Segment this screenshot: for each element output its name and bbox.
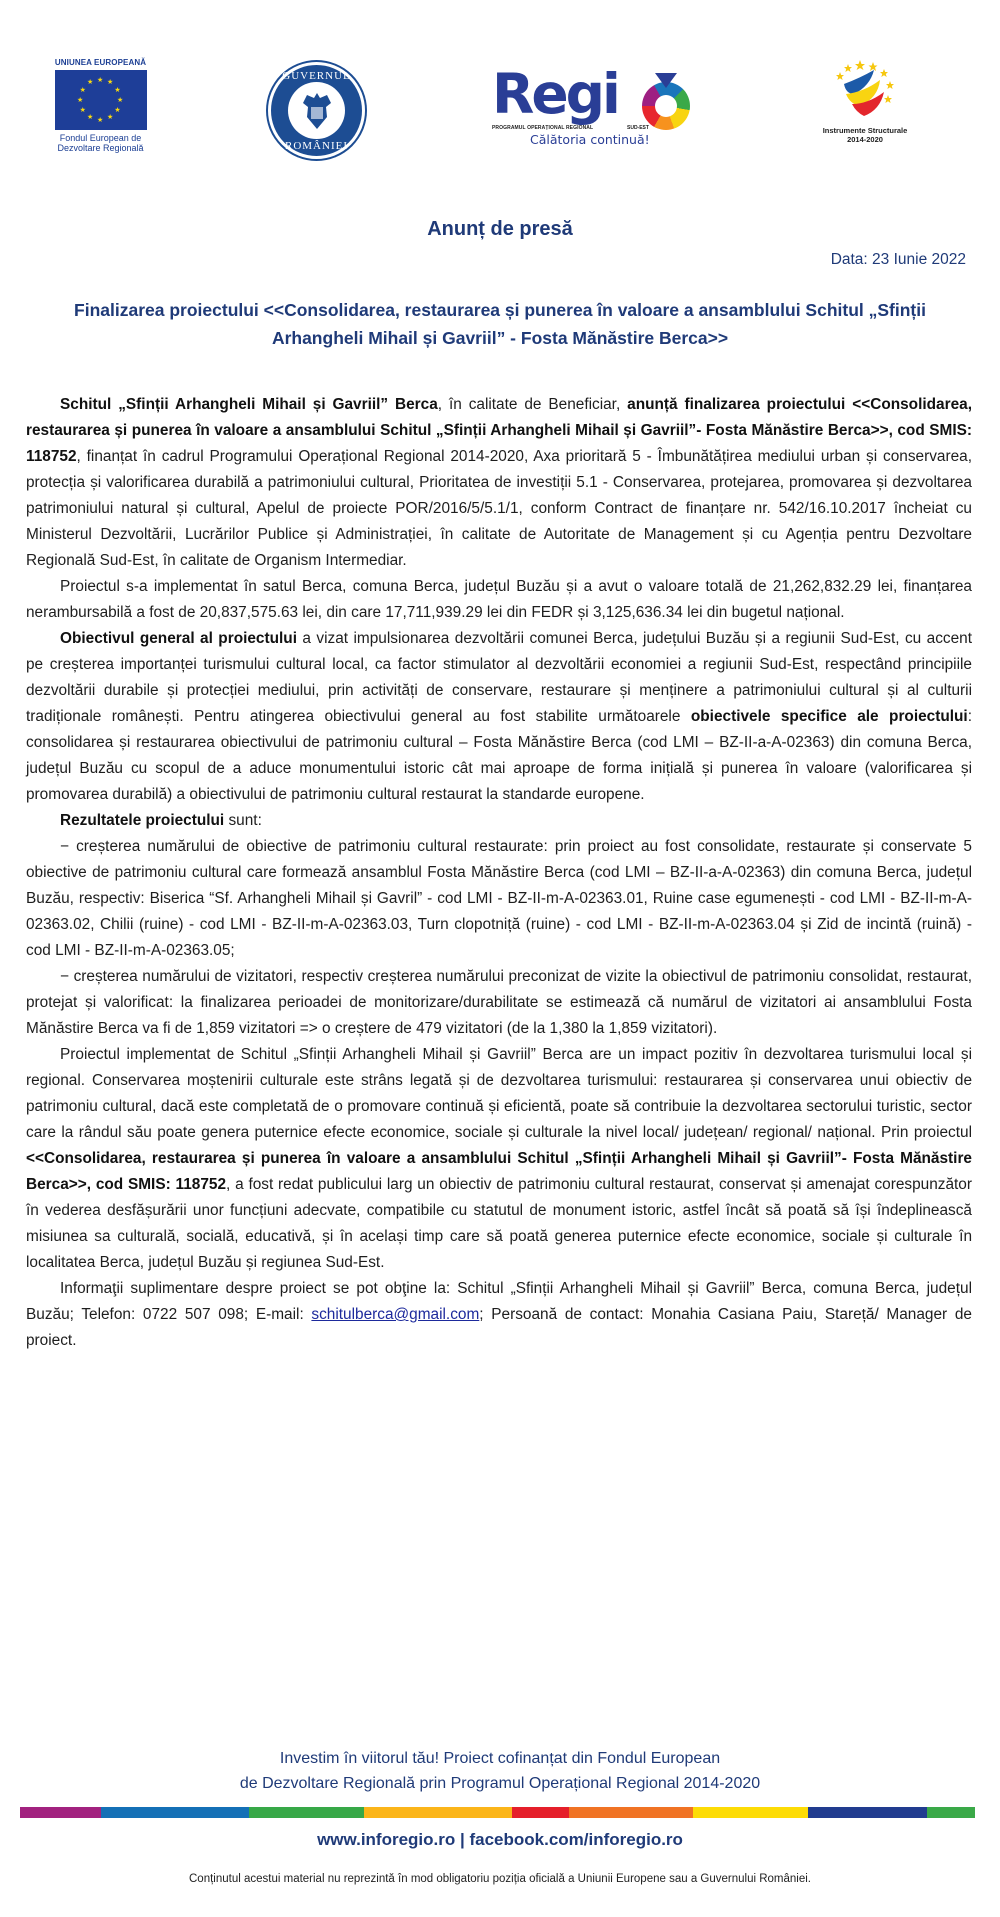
paragraph (26, 626, 972, 808)
color-stripe-segment (927, 1807, 975, 1818)
bold-text-segment: Schitul „Sfinții Arhangheli Mihail și Gavriil” Berca (60, 396, 438, 413)
color-stripe-segment (569, 1807, 693, 1818)
eu-logo (48, 58, 153, 153)
eu-star-icon: ★ (114, 106, 121, 114)
regio-logo (492, 62, 692, 158)
eu-star-icon: ★ (79, 106, 86, 114)
eu-star-icon: ★ (107, 79, 114, 87)
text-segment: , în calitate de Beneficiar, (437, 396, 628, 413)
text-segment: a vizat impulsionarea dezvoltării comunei Berca, județului Buzău și a regiunii Sud-Est, cu accent pe creșterea importanței turismului cultural local, ca factor stimulator al dezvoltării economiei a regiunii Sud-Est, respectând principiile dezvoltării durabile și protecției mediului, prin activități de conservare, restaurare și menținere a patrimoniului cultural și al culturii tradiționale românești. Pentru atingerea obiectivului general au fost stabilite următoarele (26, 630, 973, 725)
press-release-headline: Finalizarea proiectului <<Consolidarea, restaurarea și punerea în valoare a ansamblului Schitul „Sfinții Arhangheli Mihail și Gavriil” - Fosta Mănăstire Berca>> (74, 300, 926, 348)
bold-text-segment: anunță finalizarea proiectului <<Consolidarea, restaurarea și punerea în valoare a ansamblului Schitul „Sfinții Arhangheli Mihail și Gavriil”- Fosta Mănăstire Berca>>, cod SMIS: 118752 (26, 396, 972, 465)
funding-statement-line-2: de Dezvoltare Regională prin Programul Operațional Regional 2014-2020 (239, 1775, 761, 1792)
eu-logo-caption-1: Fondul European de (59, 133, 142, 143)
footer-disclaimer: Conținutul acestui material nu reprezintă în mod obligatoriu poziția oficială a Uniunii Europene sau a Guvernului României. (189, 1873, 811, 1885)
bold-text-segment: Obiectivul general al proiectului (60, 630, 297, 647)
eu-flag-icon (55, 70, 147, 130)
instrumente-structurale-emblem-icon (830, 58, 900, 122)
paragraph (26, 574, 972, 626)
text-segment: − creșterea numărului de vizitatori, respectiv creșterea numărului preconizat de vizite la obiectivul de patrimoniu consolidat, restaurat, protejat și valorificat: la finalizarea perioadei de monitorizare/durabilitate se estimează că numărul de vizitatori ai ansamblului Fosta Mănăstire Berca va fi de 1,859 vizitatori => o creștere de 479 vizitatori (de la 1,380 la 1,859 vizitatori). (26, 968, 972, 1037)
contact-paragraph (26, 1276, 972, 1354)
press-release-date: Data: 23 Iunie 2022 (830, 251, 966, 268)
list-item (26, 834, 972, 964)
eagle-coat-of-arms-icon (288, 82, 345, 139)
text-segment: , a fost redat publicului larg un obiectiv de patrimoniu cultural restaurat, conservat și amenajat corespunzător în vederea desfășurării unor funcțiuni adecvate, compatibile cu statutul de monument istoric, astfel încât să poată să își îndeplinească misiunea sa culturală, socială, educativă, și în același timp care să poată generea puternice efecte economice, sociale și culturale în localitatea Berca, județul Buzău și regiunea Sud-Est. (26, 1176, 972, 1271)
contact-person-text: ; Persoană de contact: Monahia Casiana Paiu, Stareță/ Manager de proiect. (26, 1306, 972, 1349)
gov-seal-bottom-text: ROMÂNIEI (285, 140, 348, 152)
regio-triangle-icon (655, 73, 677, 88)
eu-star-icon: ★ (87, 79, 94, 87)
color-stripe-segment (512, 1807, 569, 1818)
eu-logo-caption-2: Dezvoltare Regională (57, 143, 144, 153)
instrumente-structurale-label: Instrumente Structurale (822, 126, 908, 135)
color-stripe-segment (364, 1807, 512, 1818)
eu-star-icon: ★ (117, 96, 124, 104)
instrumente-structurale-years: 2014-2020 (847, 135, 883, 144)
text-segment: , finanțat în cadrul Programului Operațional Regional 2014-2020, Axa prioritară 5 - Îmbunătățirea mediului urban și conservarea, protecția și valorificarea durabilă a patrimoniului cultural, Prioritatea de investiții 5.1 - Conservarea, protejarea, promovarea și dezvoltarea patrimoniului natural și cultural, Apelul de proiecte POR/2016/5/5.1/1, conform Contract de finanțare nr. 542/16.10.2017 încheiat cu Ministerul Dezvoltării, Lucrărilor Publice și Administrației, în calitate de Autoritate de Management și cu Agenția pentru Dezvoltare Regională Sud-Est, în calitate de Organism Intermediar. (26, 448, 972, 569)
text-segment: Proiectul implementat de Schitul „Sfinții Arhangheli Mihail și Gavriil” Berca are un impact pozitiv în dezvoltarea turismului local și regional. Conservarea moștenirii culturale este strâns legată și de dezvoltarea turismului: restaurarea și conservarea unui obiectiv de patrimoniu cultural, dacă este completată de o promovare continuă și eficientă, poate să contribuie la dezvoltarea sectorului turistic, sector care la rândul său poate genera puternice efecte economice, sociale și culturale la nivel local/ județean/ regional/ național. Prin proiectul (26, 1046, 972, 1141)
paragraph (26, 808, 972, 834)
regio-color-stripe (20, 1807, 975, 1818)
bold-text-segment: Rezultatele proiectului (60, 812, 225, 829)
text-segment: Proiectul s-a implementat în satul Berca, comuna Berca, județul Buzău și a avut o valoare totală de 21,262,832.29 lei, finanțarea nerambursabilă a fost de 20,837,575.63 lei, din care 17,711,939.29 lei din FEDR și 3,125,636.34 lei din bugetul național. (26, 578, 972, 621)
press-release-body (26, 392, 972, 1354)
eu-star-icon: ★ (77, 96, 84, 104)
color-stripe-segment (249, 1807, 364, 1818)
regio-wordmark: Regi (492, 62, 618, 126)
bold-text-segment: obiectivele specifice ale proiectului (690, 708, 968, 725)
contact-text: Informaţii suplimentare despre proiect se pot obţine la: Schitul „Sfinții Arhangheli Mihail și Gavriil” Berca, comuna Berca, județul Buzău; Telefon: 0722 507 098; E-mail: (26, 1280, 972, 1323)
instrumente-structurale-logo (810, 58, 920, 158)
eu-star-icon: ★ (97, 76, 104, 84)
funding-statement-line-1: Investim în viitorul tău! Proiect cofinanțat din Fondul European (279, 1750, 721, 1767)
color-stripe-segment (808, 1807, 927, 1818)
regio-color-ring-icon (642, 82, 690, 130)
regio-region-label: SUD-EST (627, 125, 649, 131)
eu-star-icon: ★ (97, 116, 104, 124)
list-item (26, 964, 972, 1042)
text-segment: − creșterea numărului de obiective de patrimoniu cultural restaurate: prin proiect au fost consolidate, restaurate și conservate 5 obiective de patrimoniu cultural care formează ansamblul Fosta Mănăstire Berca (cod LMI – BZ-II-a-A-02363) din comuna Berca, județul Buzău, respectiv: Biserica “Sf. Arhangheli Mihail și Gavril” - cod LMI - BZ-II-m-A-02363.01, Ruine case egumenești - cod LMI - BZ-II-m-A-02363.02, Chilii (ruine) - cod LMI - BZ-II-m-A-02363.03, Turn clopotniță (ruine) - cod LMI - BZ-II-m-A-02363.04 și Zid de incintă (ruină) - cod LMI - BZ-II-m-A-02363.05; (26, 838, 972, 959)
eu-star-icon: ★ (87, 113, 94, 121)
page-title: Anunț de presă (427, 218, 573, 240)
text-segment: sunt: (224, 812, 262, 829)
eu-logo-title: UNIUNEA EUROPEANĂ (54, 58, 147, 67)
footer-links: www.inforegio.ro | facebook.com/inforegio.ro (317, 1830, 683, 1849)
eu-star-icon: ★ (114, 86, 121, 94)
regio-tagline: Călătoria continuă! (530, 132, 650, 147)
text-segment: : consolidarea și restaurarea obiectivului de patrimoniu cultural – Fosta Mănăstire Berca (cod LMI – BZ-II-a-A-02363) din comuna Berca, județul Buzău cu scopul de a aduce monumentului istoric cât mai aproape de forma inițială și punerea în valoare (valorificarea și promovarea durabilă) a obiectivului de patrimoniu cultural restaurat la standarde europene. (26, 708, 972, 803)
email-link[interactable]: schitulberca@gmail.com (311, 1306, 480, 1323)
logo-header (0, 0, 1000, 170)
eu-star-icon: ★ (107, 113, 114, 121)
regio-program-label: PROGRAMUL OPERAȚIONAL REGIONAL (492, 125, 594, 131)
color-stripe-segment (20, 1807, 101, 1818)
government-seal-logo (268, 62, 365, 159)
paragraph (26, 1042, 972, 1276)
eu-star-icon: ★ (79, 86, 86, 94)
color-stripe-segment (101, 1807, 249, 1818)
paragraph (26, 392, 972, 574)
bold-text-segment: <<Consolidarea, restaurarea și punerea în valoare a ansamblului Schitul „Sfinții Arhangheli Mihail și Gavriil”- Fosta Mănăstire Berca>>, cod SMIS: 118752 (26, 1150, 972, 1193)
color-stripe-segment (693, 1807, 808, 1818)
funding-statement (0, 1746, 1000, 1796)
gov-seal-top-text: GUVERNUL (282, 70, 351, 82)
